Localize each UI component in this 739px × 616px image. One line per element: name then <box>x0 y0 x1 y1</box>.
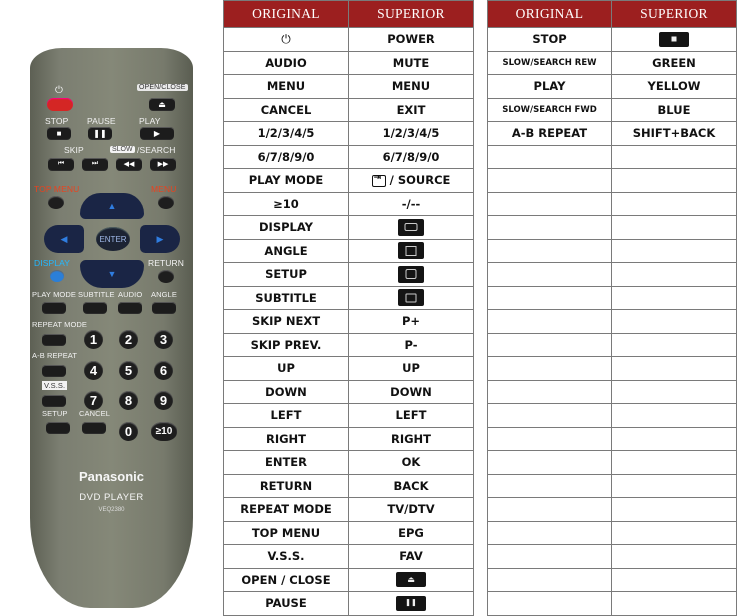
repeat-mode-button[interactable] <box>42 334 66 345</box>
digit-9-button[interactable]: 9 <box>154 391 173 410</box>
table-row <box>224 427 474 451</box>
empty-cell <box>612 427 737 451</box>
superior-cell: BACK <box>349 474 474 498</box>
empty-cell <box>488 568 612 592</box>
empty-cell <box>488 427 612 451</box>
original-cell: ≥10 <box>224 192 349 216</box>
table-row <box>224 404 474 428</box>
original-cell: AUDIO <box>224 51 349 75</box>
mapping-table-left <box>223 0 474 616</box>
table-row <box>224 239 474 263</box>
empty-cell <box>488 474 612 498</box>
left-button[interactable]: ◀ <box>44 225 84 253</box>
digit-2-button[interactable]: 2 <box>119 330 138 349</box>
superior-cell: MENU <box>349 75 474 99</box>
original-cell: OPEN / CLOSE <box>224 568 349 592</box>
table-row <box>488 498 737 522</box>
skip-next-button[interactable]: ⏭ <box>82 158 108 170</box>
cancel-button[interactable] <box>82 422 106 433</box>
menu-label: MENU <box>151 184 177 194</box>
digit-3-button[interactable]: 3 <box>154 330 173 349</box>
header-superior: SUPERIOR <box>349 1 474 28</box>
superior-cell: DOWN <box>349 380 474 404</box>
table-row <box>488 310 737 334</box>
empty-cell <box>612 380 737 404</box>
header-superior: SUPERIOR <box>612 1 737 28</box>
open-close-button[interactable]: ⏏ <box>149 98 175 110</box>
digit-1-button[interactable]: 1 <box>84 330 103 349</box>
up-button[interactable]: ▲ <box>80 193 144 219</box>
search-label: /SEARCH <box>137 145 176 155</box>
empty-cell <box>488 310 612 334</box>
original-cell: V.S.S. <box>224 545 349 569</box>
table-row <box>224 286 474 310</box>
empty-cell <box>488 545 612 569</box>
table-row <box>488 404 737 428</box>
setup-key-icon <box>398 266 424 283</box>
table-row <box>488 333 737 357</box>
empty-cell <box>488 192 612 216</box>
original-cell: SKIP NEXT <box>224 310 349 334</box>
original-cell: LEFT <box>224 404 349 428</box>
play-mode-label: PLAY MODE <box>32 290 76 299</box>
setup-label: SETUP <box>42 409 68 418</box>
table-row <box>224 75 474 99</box>
empty-cell <box>612 521 737 545</box>
table-row <box>488 521 737 545</box>
power-icon: ⏻ <box>281 31 291 46</box>
search-fwd-button[interactable]: ▶▶ <box>150 158 176 170</box>
superior-cell <box>349 568 474 592</box>
table-row <box>488 75 737 99</box>
original-cell: DOWN <box>224 380 349 404</box>
angle-key-icon <box>398 242 424 259</box>
superior-cell <box>349 592 474 616</box>
original-cell: UP <box>224 357 349 381</box>
search-rew-button[interactable]: ◀◀ <box>116 158 142 170</box>
empty-cell <box>488 380 612 404</box>
setup-button[interactable] <box>46 422 70 433</box>
empty-cell <box>612 169 737 193</box>
header-original: ORIGINAL <box>488 1 612 28</box>
superior-cell: BLUE <box>612 98 737 122</box>
subtitle-key-icon <box>398 289 424 306</box>
empty-cell <box>488 169 612 193</box>
table-row <box>224 169 474 193</box>
table-row <box>488 263 737 287</box>
table-row <box>224 263 474 287</box>
down-button[interactable]: ▼ <box>80 260 144 288</box>
digit-7-button[interactable]: 7 <box>84 391 103 410</box>
table-row <box>224 380 474 404</box>
empty-cell <box>488 498 612 522</box>
table-row <box>488 145 737 169</box>
mapping-table-right <box>487 0 737 616</box>
empty-cell <box>612 333 737 357</box>
superior-cell <box>612 28 737 52</box>
original-cell: RIGHT <box>224 427 349 451</box>
power-button[interactable] <box>47 98 73 111</box>
table-row <box>488 51 737 75</box>
skip-prev-button[interactable]: ⏮ <box>48 158 74 170</box>
table-row <box>224 28 474 52</box>
header-original: ORIGINAL <box>224 1 349 28</box>
menu-button[interactable] <box>158 196 174 209</box>
display-button[interactable] <box>50 270 64 282</box>
table-row <box>224 545 474 569</box>
source-label: / SOURCE <box>389 173 451 188</box>
display-label: DISPLAY <box>34 258 70 268</box>
brand-logo: Panasonic <box>78 469 145 484</box>
table-row <box>224 216 474 240</box>
play-button[interactable]: ▶ <box>140 127 174 139</box>
empty-cell <box>488 404 612 428</box>
digit-5-button[interactable]: 5 <box>119 361 138 380</box>
table-row <box>224 568 474 592</box>
superior-cell: FAV <box>349 545 474 569</box>
power-icon: ⏻ <box>55 85 64 96</box>
table-row <box>224 98 474 122</box>
original-cell: ENTER <box>224 451 349 475</box>
skip-label: SKIP <box>64 145 84 155</box>
original-cell: SKIP PREV. <box>224 333 349 357</box>
empty-cell <box>612 286 737 310</box>
digit-4-button[interactable]: 4 <box>84 361 103 380</box>
return-button[interactable] <box>158 270 174 283</box>
table-row <box>488 568 737 592</box>
angle-button[interactable] <box>152 302 176 313</box>
original-cell: TOP MENU <box>224 521 349 545</box>
model-code: VEQ2380 <box>98 507 125 513</box>
enter-button[interactable]: ENTER <box>96 227 130 251</box>
table-row <box>224 357 474 381</box>
top-menu-label: TOP MENU <box>34 184 80 194</box>
original-cell: PLAY MODE <box>224 169 349 193</box>
table-row <box>488 286 737 310</box>
empty-cell <box>488 239 612 263</box>
table-row <box>488 451 737 475</box>
superior-cell <box>349 169 474 193</box>
ab-repeat-button[interactable] <box>42 365 66 376</box>
superior-cell: EXIT <box>349 98 474 122</box>
empty-cell <box>488 357 612 381</box>
angle-label: ANGLE <box>151 290 177 299</box>
table-row <box>488 357 737 381</box>
empty-cell <box>612 216 737 240</box>
original-cell: 1/2/3/4/5 <box>224 122 349 146</box>
empty-cell <box>488 145 612 169</box>
table-row <box>224 333 474 357</box>
original-cell: SLOW/SEARCH FWD <box>488 98 612 122</box>
stop-key-icon <box>659 32 689 47</box>
superior-cell <box>349 286 474 310</box>
empty-cell <box>612 568 737 592</box>
pause-label: PAUSE <box>87 116 116 126</box>
table-row <box>488 216 737 240</box>
table-row <box>224 451 474 475</box>
table-row <box>488 98 737 122</box>
empty-cell <box>488 286 612 310</box>
table-row <box>224 192 474 216</box>
empty-cell <box>612 474 737 498</box>
top-menu-button[interactable] <box>48 196 64 209</box>
original-cell: 6/7/8/9/0 <box>224 145 349 169</box>
table-row <box>488 427 737 451</box>
empty-cell <box>612 545 737 569</box>
play-label: PLAY <box>139 116 161 126</box>
empty-cell <box>612 592 737 616</box>
subtitle-label: SUBTITLE <box>78 290 115 299</box>
play-mode-button[interactable] <box>42 302 66 313</box>
original-cell: SLOW/SEARCH REW <box>488 51 612 75</box>
open-close-label: OPEN/CLOSE <box>139 84 186 91</box>
audio-button[interactable] <box>118 302 142 313</box>
superior-cell <box>349 216 474 240</box>
digit-0-button[interactable]: 0 <box>119 422 138 441</box>
table-row <box>488 474 737 498</box>
superior-cell: POWER <box>349 28 474 52</box>
empty-cell <box>612 357 737 381</box>
stop-button[interactable]: ■ <box>47 127 71 139</box>
superior-cell: EPG <box>349 521 474 545</box>
table-row <box>488 122 737 146</box>
empty-cell <box>612 404 737 428</box>
return-label: RETURN <box>148 258 185 268</box>
repeat-mode-label: REPEAT MODE <box>32 320 87 329</box>
original-cell <box>224 28 349 52</box>
pause-key-icon: ❚❚ <box>396 596 426 611</box>
empty-cell <box>612 145 737 169</box>
original-cell: SETUP <box>224 263 349 287</box>
table-row <box>224 474 474 498</box>
superior-cell: GREEN <box>612 51 737 75</box>
empty-cell <box>488 592 612 616</box>
digit-6-button[interactable]: 6 <box>154 361 173 380</box>
table-row <box>224 122 474 146</box>
superior-cell: YELLOW <box>612 75 737 99</box>
empty-cell <box>488 333 612 357</box>
digit-8-button[interactable]: 8 <box>119 391 138 410</box>
right-button[interactable]: ▶ <box>140 225 180 253</box>
original-cell: STOP <box>488 28 612 52</box>
empty-cell <box>612 498 737 522</box>
original-cell: RETURN <box>224 474 349 498</box>
superior-cell <box>349 239 474 263</box>
superior-cell: 1/2/3/4/5 <box>349 122 474 146</box>
source-icon: ⇥ <box>372 175 386 187</box>
display-key-icon <box>398 219 424 236</box>
table-row <box>224 498 474 522</box>
table-row <box>488 380 737 404</box>
remote-control <box>30 48 193 608</box>
table-row <box>488 239 737 263</box>
original-cell: ANGLE <box>224 239 349 263</box>
original-cell: A-B REPEAT <box>488 122 612 146</box>
original-cell: MENU <box>224 75 349 99</box>
empty-cell <box>488 263 612 287</box>
superior-cell: UP <box>349 357 474 381</box>
empty-cell <box>612 451 737 475</box>
superior-cell: P+ <box>349 310 474 334</box>
empty-cell <box>612 263 737 287</box>
table-row <box>224 521 474 545</box>
cancel-label: CANCEL <box>79 409 111 418</box>
original-cell: REPEAT MODE <box>224 498 349 522</box>
table-row <box>224 592 474 616</box>
model-type: DVD PLAYER <box>79 492 144 503</box>
empty-cell <box>488 451 612 475</box>
pause-button[interactable]: ❚❚ <box>88 127 112 139</box>
table-row <box>488 169 737 193</box>
empty-cell <box>488 216 612 240</box>
ab-repeat-label: A-B REPEAT <box>32 351 78 360</box>
table-row <box>488 192 737 216</box>
superior-cell: MUTE <box>349 51 474 75</box>
vss-button[interactable] <box>42 395 66 406</box>
slow-label: SLOW <box>112 146 133 153</box>
original-cell: PAUSE <box>224 592 349 616</box>
empty-cell <box>612 239 737 263</box>
eject-key-icon: ⏏ <box>396 572 426 587</box>
superior-cell <box>349 263 474 287</box>
superior-cell: RIGHT <box>349 427 474 451</box>
superior-cell: SHIFT+BACK <box>612 122 737 146</box>
superior-cell: LEFT <box>349 404 474 428</box>
audio-label: AUDIO <box>118 290 143 299</box>
superior-cell: P- <box>349 333 474 357</box>
superior-cell: 6/7/8/9/0 <box>349 145 474 169</box>
empty-cell <box>612 192 737 216</box>
empty-cell <box>612 310 737 334</box>
table-row <box>488 28 737 52</box>
table-row <box>224 145 474 169</box>
empty-cell <box>488 521 612 545</box>
table-row <box>488 545 737 569</box>
original-cell: CANCEL <box>224 98 349 122</box>
original-cell: PLAY <box>488 75 612 99</box>
table-row <box>224 310 474 334</box>
superior-cell: OK <box>349 451 474 475</box>
superior-cell: TV/DTV <box>349 498 474 522</box>
vss-label: V.S.S. <box>44 381 66 390</box>
ge10-button[interactable]: ≥10 <box>151 422 177 441</box>
original-cell: SUBTITLE <box>224 286 349 310</box>
table-row <box>224 51 474 75</box>
superior-cell: -/-- <box>349 192 474 216</box>
subtitle-button[interactable] <box>83 302 107 313</box>
stop-label: STOP <box>45 116 69 126</box>
table-row <box>488 592 737 616</box>
original-cell: DISPLAY <box>224 216 349 240</box>
